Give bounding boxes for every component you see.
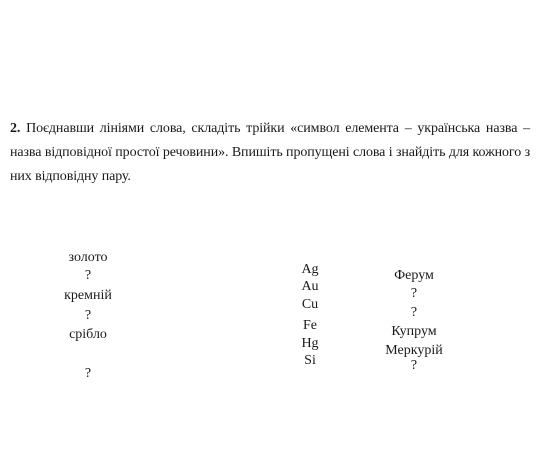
name-missing-1: ? bbox=[410, 286, 418, 301]
substance-missing-3: ? bbox=[84, 366, 92, 381]
symbol-hg: Hg bbox=[301, 336, 319, 351]
symbol-si: Si bbox=[304, 353, 316, 368]
symbol-ag: Ag bbox=[301, 262, 319, 277]
name-kuprum: Купрум bbox=[391, 324, 437, 339]
substance-missing-1: ? bbox=[84, 268, 92, 283]
task-text: Поєднавши лініями слова, складіть трійки «символ елемента – українська назва – назва відповідної простої речовини». Впишіть пропущені слова і знайдіть для кожного з них відповідну пару. bbox=[10, 121, 530, 184]
substance-gold: золото bbox=[68, 250, 108, 265]
symbol-au: Au bbox=[301, 279, 319, 294]
name-missing-3: ? bbox=[410, 358, 418, 373]
substance-silicon: кремній bbox=[64, 288, 112, 303]
name-merkurii: Меркурій bbox=[385, 343, 443, 358]
task-number: 2. bbox=[10, 121, 21, 136]
substance-silver: срібло bbox=[69, 327, 107, 342]
symbol-cu: Cu bbox=[301, 297, 319, 312]
name-missing-2: ? bbox=[410, 305, 418, 320]
symbol-fe: Fe bbox=[303, 318, 317, 333]
task-statement bbox=[10, 117, 530, 189]
name-ferum: Ферум bbox=[394, 268, 434, 283]
substance-missing-2: ? bbox=[84, 308, 92, 323]
